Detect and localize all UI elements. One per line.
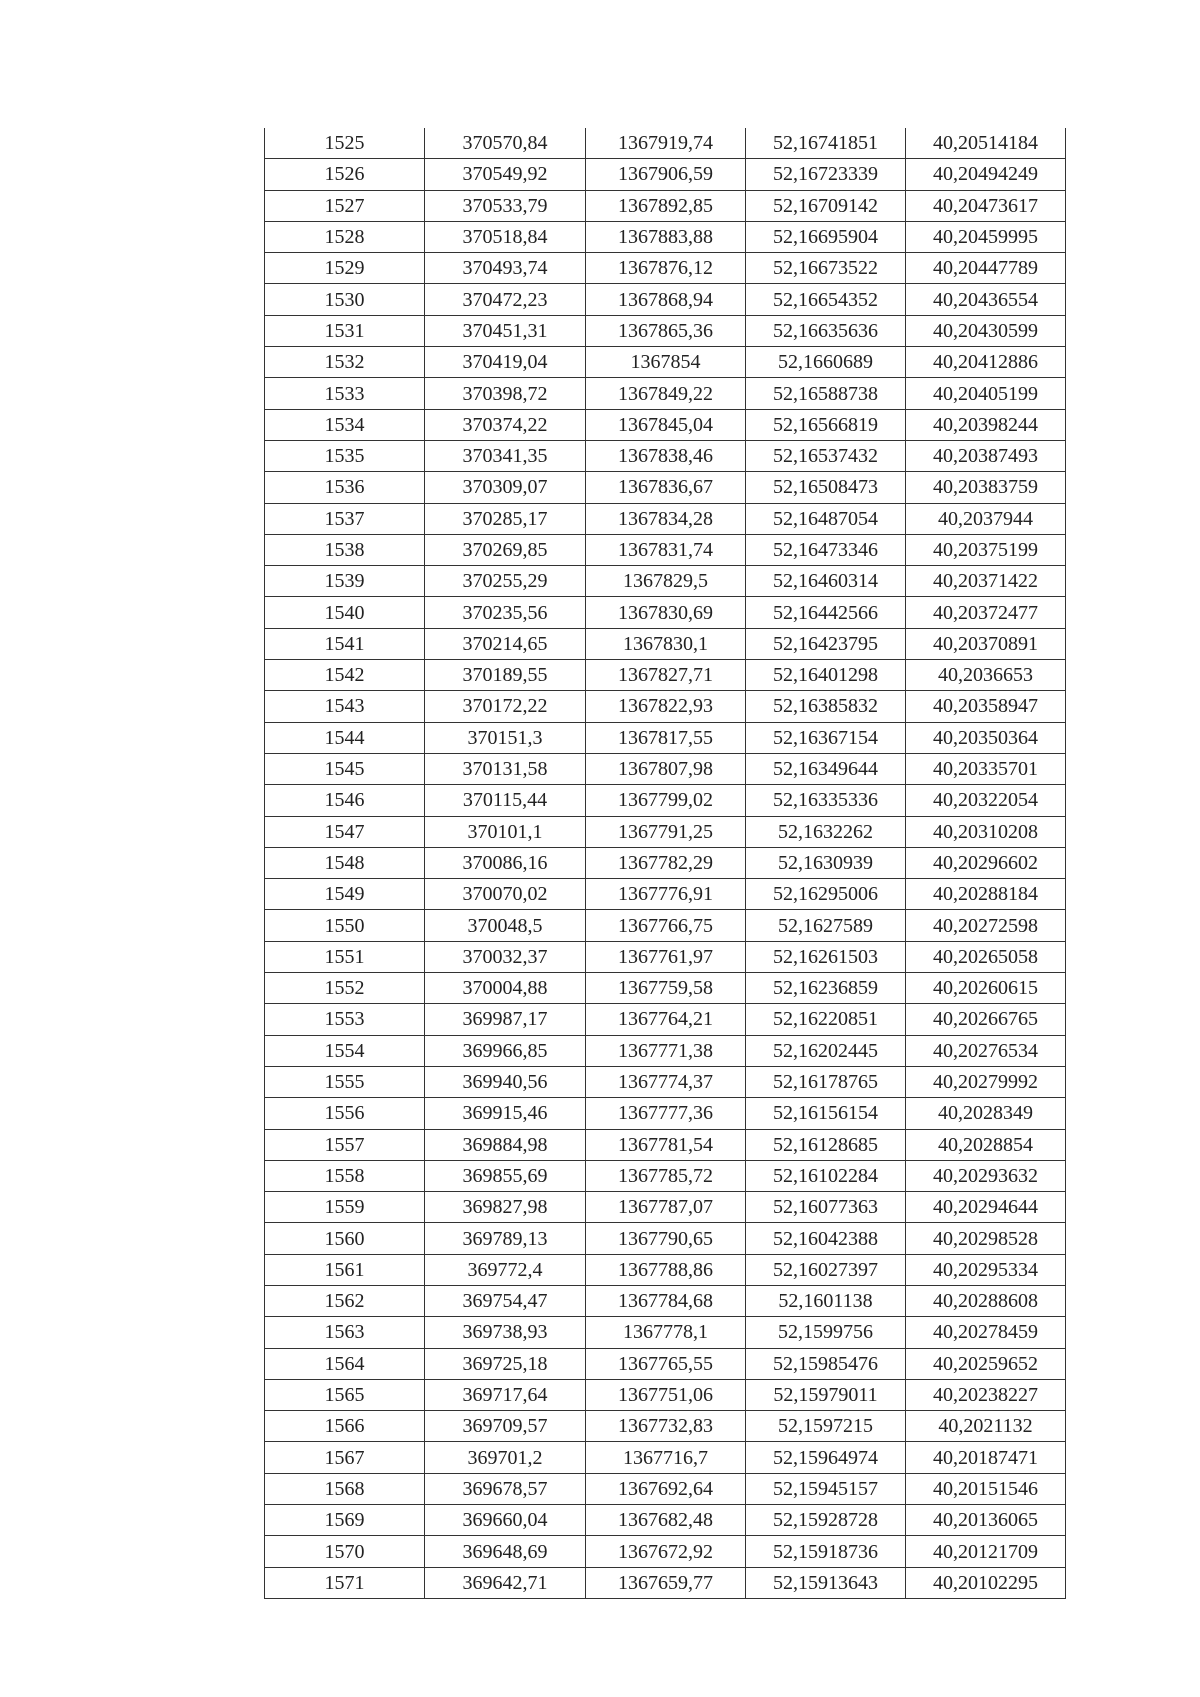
longitude-cell: 40,20494249 [906,159,1066,190]
point-number-cell: 1569 [265,1505,425,1536]
table-row [265,847,1066,878]
y-coordinate-cell: 1367919,74 [586,128,746,159]
longitude-cell: 40,20151546 [906,1473,1066,1504]
x-coordinate-cell: 370235,56 [425,597,586,628]
latitude-cell: 52,16537432 [746,440,906,471]
longitude-cell: 40,20187471 [906,1442,1066,1473]
table-row [265,879,1066,910]
longitude-cell: 40,2021132 [906,1411,1066,1442]
point-number-cell: 1557 [265,1129,425,1160]
y-coordinate-cell: 1367849,22 [586,378,746,409]
point-number-cell: 1527 [265,190,425,221]
y-coordinate-cell: 1367865,36 [586,315,746,346]
longitude-cell: 40,20279992 [906,1066,1066,1097]
y-coordinate-cell: 1367807,98 [586,753,746,784]
x-coordinate-cell: 369678,57 [425,1473,586,1504]
longitude-cell: 40,20278459 [906,1317,1066,1348]
table-row [265,253,1066,284]
x-coordinate-cell: 369940,56 [425,1066,586,1097]
latitude-cell: 52,16723339 [746,159,906,190]
x-coordinate-cell: 369987,17 [425,1004,586,1035]
latitude-cell: 52,15928728 [746,1505,906,1536]
point-number-cell: 1568 [265,1473,425,1504]
table-row [265,597,1066,628]
longitude-cell: 40,20310208 [906,816,1066,847]
point-number-cell: 1551 [265,941,425,972]
point-number-cell: 1545 [265,753,425,784]
point-number-cell: 1541 [265,628,425,659]
y-coordinate-cell: 1367836,67 [586,472,746,503]
y-coordinate-cell: 1367868,94 [586,284,746,315]
table-row [265,1348,1066,1379]
longitude-cell: 40,20136065 [906,1505,1066,1536]
x-coordinate-cell: 370269,85 [425,534,586,565]
latitude-cell: 52,16442566 [746,597,906,628]
table-row [265,1567,1066,1598]
x-coordinate-cell: 369738,93 [425,1317,586,1348]
longitude-cell: 40,2028854 [906,1129,1066,1160]
table-row [265,221,1066,252]
table-row [265,378,1066,409]
x-coordinate-cell: 369701,2 [425,1442,586,1473]
x-coordinate-cell: 370570,84 [425,128,586,159]
point-number-cell: 1547 [265,816,425,847]
y-coordinate-cell: 1367751,06 [586,1379,746,1410]
longitude-cell: 40,2036653 [906,660,1066,691]
longitude-cell: 40,20459995 [906,221,1066,252]
x-coordinate-cell: 369648,69 [425,1536,586,1567]
y-coordinate-cell: 1367787,07 [586,1192,746,1223]
latitude-cell: 52,16367154 [746,722,906,753]
x-coordinate-cell: 370472,23 [425,284,586,315]
latitude-cell: 52,16027397 [746,1254,906,1285]
latitude-cell: 52,16042388 [746,1223,906,1254]
y-coordinate-cell: 1367759,58 [586,973,746,1004]
longitude-cell: 40,20430599 [906,315,1066,346]
x-coordinate-cell: 370533,79 [425,190,586,221]
longitude-cell: 40,20398244 [906,409,1066,440]
longitude-cell: 40,20293632 [906,1160,1066,1191]
y-coordinate-cell: 1367892,85 [586,190,746,221]
table-row [265,534,1066,565]
longitude-cell: 40,2037944 [906,503,1066,534]
table-row [265,503,1066,534]
point-number-cell: 1558 [265,1160,425,1191]
x-coordinate-cell: 370309,07 [425,472,586,503]
x-coordinate-cell: 370374,22 [425,409,586,440]
table-row [265,190,1066,221]
point-number-cell: 1561 [265,1254,425,1285]
y-coordinate-cell: 1367906,59 [586,159,746,190]
table-row [265,409,1066,440]
latitude-cell: 52,1660689 [746,347,906,378]
point-number-cell: 1559 [265,1192,425,1223]
longitude-cell: 40,20405199 [906,378,1066,409]
point-number-cell: 1532 [265,347,425,378]
x-coordinate-cell: 369717,64 [425,1379,586,1410]
table-row [265,1473,1066,1504]
point-number-cell: 1550 [265,910,425,941]
point-number-cell: 1565 [265,1379,425,1410]
latitude-cell: 52,16673522 [746,253,906,284]
table-row [265,1160,1066,1191]
longitude-cell: 40,20447789 [906,253,1066,284]
y-coordinate-cell: 1367771,38 [586,1035,746,1066]
longitude-cell: 40,20383759 [906,472,1066,503]
y-coordinate-cell: 1367777,36 [586,1098,746,1129]
table-row [265,1317,1066,1348]
y-coordinate-cell: 1367776,91 [586,879,746,910]
y-coordinate-cell: 1367761,97 [586,941,746,972]
table-row [265,1035,1066,1066]
latitude-cell: 52,16741851 [746,128,906,159]
x-coordinate-cell: 370341,35 [425,440,586,471]
y-coordinate-cell: 1367822,93 [586,691,746,722]
y-coordinate-cell: 1367830,69 [586,597,746,628]
point-number-cell: 1534 [265,409,425,440]
x-coordinate-cell: 370549,92 [425,159,586,190]
longitude-cell: 40,20294644 [906,1192,1066,1223]
longitude-cell: 40,20121709 [906,1536,1066,1567]
y-coordinate-cell: 1367766,75 [586,910,746,941]
longitude-cell: 40,20276534 [906,1035,1066,1066]
latitude-cell: 52,16423795 [746,628,906,659]
point-number-cell: 1540 [265,597,425,628]
y-coordinate-cell: 1367790,65 [586,1223,746,1254]
latitude-cell: 52,16202445 [746,1035,906,1066]
point-number-cell: 1549 [265,879,425,910]
point-number-cell: 1571 [265,1567,425,1598]
table-row [265,691,1066,722]
longitude-cell: 40,20514184 [906,128,1066,159]
latitude-cell: 52,16401298 [746,660,906,691]
y-coordinate-cell: 1367732,83 [586,1411,746,1442]
table-row [265,628,1066,659]
longitude-cell: 40,2028349 [906,1098,1066,1129]
table-row [265,1066,1066,1097]
x-coordinate-cell: 369855,69 [425,1160,586,1191]
latitude-cell: 52,16295006 [746,879,906,910]
table-row [265,1442,1066,1473]
longitude-cell: 40,20259652 [906,1348,1066,1379]
table-row [265,1098,1066,1129]
latitude-cell: 52,15985476 [746,1348,906,1379]
longitude-cell: 40,20238227 [906,1379,1066,1410]
latitude-cell: 52,1599756 [746,1317,906,1348]
y-coordinate-cell: 1367692,64 [586,1473,746,1504]
latitude-cell: 52,16261503 [746,941,906,972]
point-number-cell: 1544 [265,722,425,753]
y-coordinate-cell: 1367781,54 [586,1129,746,1160]
x-coordinate-cell: 369915,46 [425,1098,586,1129]
latitude-cell: 52,16487054 [746,503,906,534]
longitude-cell: 40,20473617 [906,190,1066,221]
table-row [265,1379,1066,1410]
y-coordinate-cell: 1367817,55 [586,722,746,753]
latitude-cell: 52,16349644 [746,753,906,784]
point-number-cell: 1536 [265,472,425,503]
x-coordinate-cell: 370115,44 [425,785,586,816]
x-coordinate-cell: 370172,22 [425,691,586,722]
point-number-cell: 1560 [265,1223,425,1254]
x-coordinate-cell: 369642,71 [425,1567,586,1598]
latitude-cell: 52,16588738 [746,378,906,409]
longitude-cell: 40,20265058 [906,941,1066,972]
point-number-cell: 1542 [265,660,425,691]
point-number-cell: 1538 [265,534,425,565]
x-coordinate-cell: 370419,04 [425,347,586,378]
table-row [265,284,1066,315]
longitude-cell: 40,20260615 [906,973,1066,1004]
longitude-cell: 40,20295334 [906,1254,1066,1285]
table-row [265,785,1066,816]
point-number-cell: 1530 [265,284,425,315]
table-row [265,1411,1066,1442]
x-coordinate-cell: 369709,57 [425,1411,586,1442]
latitude-cell: 52,16102284 [746,1160,906,1191]
y-coordinate-cell: 1367774,37 [586,1066,746,1097]
point-number-cell: 1533 [265,378,425,409]
coordinates-table-body [265,128,1066,1598]
y-coordinate-cell: 1367834,28 [586,503,746,534]
table-row [265,1223,1066,1254]
longitude-cell: 40,20272598 [906,910,1066,941]
y-coordinate-cell: 1367838,46 [586,440,746,471]
point-number-cell: 1556 [265,1098,425,1129]
point-number-cell: 1543 [265,691,425,722]
point-number-cell: 1562 [265,1285,425,1316]
table-row [265,472,1066,503]
table-row [265,1285,1066,1316]
x-coordinate-cell: 369789,13 [425,1223,586,1254]
table-row [265,1254,1066,1285]
y-coordinate-cell: 1367845,04 [586,409,746,440]
point-number-cell: 1548 [265,847,425,878]
longitude-cell: 40,20358947 [906,691,1066,722]
x-coordinate-cell: 369827,98 [425,1192,586,1223]
latitude-cell: 52,16335336 [746,785,906,816]
x-coordinate-cell: 370101,1 [425,816,586,847]
x-coordinate-cell: 370131,58 [425,753,586,784]
point-number-cell: 1526 [265,159,425,190]
latitude-cell: 52,16236859 [746,973,906,1004]
x-coordinate-cell: 370518,84 [425,221,586,252]
y-coordinate-cell: 1367827,71 [586,660,746,691]
latitude-cell: 52,16635636 [746,315,906,346]
longitude-cell: 40,20322054 [906,785,1066,816]
table-row [265,1505,1066,1536]
longitude-cell: 40,20436554 [906,284,1066,315]
latitude-cell: 52,16385832 [746,691,906,722]
latitude-cell: 52,16460314 [746,566,906,597]
latitude-cell: 52,15964974 [746,1442,906,1473]
coordinates-table [264,128,1066,1599]
table-row [265,973,1066,1004]
latitude-cell: 52,15913643 [746,1567,906,1598]
x-coordinate-cell: 370086,16 [425,847,586,878]
point-number-cell: 1539 [265,566,425,597]
y-coordinate-cell: 1367785,72 [586,1160,746,1191]
latitude-cell: 52,15945157 [746,1473,906,1504]
x-coordinate-cell: 370151,3 [425,722,586,753]
x-coordinate-cell: 370070,02 [425,879,586,910]
y-coordinate-cell: 1367782,29 [586,847,746,878]
x-coordinate-cell: 369772,4 [425,1254,586,1285]
point-number-cell: 1528 [265,221,425,252]
x-coordinate-cell: 369966,85 [425,1035,586,1066]
latitude-cell: 52,16077363 [746,1192,906,1223]
point-number-cell: 1566 [265,1411,425,1442]
x-coordinate-cell: 370004,88 [425,973,586,1004]
y-coordinate-cell: 1367778,1 [586,1317,746,1348]
longitude-cell: 40,20102295 [906,1567,1066,1598]
longitude-cell: 40,20350364 [906,722,1066,753]
longitude-cell: 40,20387493 [906,440,1066,471]
x-coordinate-cell: 370285,17 [425,503,586,534]
point-number-cell: 1529 [265,253,425,284]
table-row [265,1004,1066,1035]
y-coordinate-cell: 1367883,88 [586,221,746,252]
table-row [265,159,1066,190]
table-row [265,660,1066,691]
table-row [265,722,1066,753]
y-coordinate-cell: 1367659,77 [586,1567,746,1598]
x-coordinate-cell: 370398,72 [425,378,586,409]
latitude-cell: 52,16156154 [746,1098,906,1129]
latitude-cell: 52,15918736 [746,1536,906,1567]
table-row [265,753,1066,784]
longitude-cell: 40,20288184 [906,879,1066,910]
point-number-cell: 1563 [265,1317,425,1348]
latitude-cell: 52,15979011 [746,1379,906,1410]
longitude-cell: 40,20370891 [906,628,1066,659]
y-coordinate-cell: 1367854 [586,347,746,378]
point-number-cell: 1552 [265,973,425,1004]
y-coordinate-cell: 1367876,12 [586,253,746,284]
table-row [265,1129,1066,1160]
x-coordinate-cell: 370189,55 [425,660,586,691]
latitude-cell: 52,16709142 [746,190,906,221]
x-coordinate-cell: 369725,18 [425,1348,586,1379]
table-row [265,1536,1066,1567]
y-coordinate-cell: 1367764,21 [586,1004,746,1035]
longitude-cell: 40,20298528 [906,1223,1066,1254]
table-row [265,941,1066,972]
longitude-cell: 40,20412886 [906,347,1066,378]
longitude-cell: 40,20296602 [906,847,1066,878]
x-coordinate-cell: 370493,74 [425,253,586,284]
y-coordinate-cell: 1367682,48 [586,1505,746,1536]
longitude-cell: 40,20372477 [906,597,1066,628]
table-row [265,816,1066,847]
y-coordinate-cell: 1367830,1 [586,628,746,659]
latitude-cell: 52,16654352 [746,284,906,315]
point-number-cell: 1531 [265,315,425,346]
x-coordinate-cell: 370255,29 [425,566,586,597]
y-coordinate-cell: 1367765,55 [586,1348,746,1379]
latitude-cell: 52,16128685 [746,1129,906,1160]
latitude-cell: 52,1630939 [746,847,906,878]
y-coordinate-cell: 1367784,68 [586,1285,746,1316]
longitude-cell: 40,20371422 [906,566,1066,597]
latitude-cell: 52,16566819 [746,409,906,440]
x-coordinate-cell: 370032,37 [425,941,586,972]
latitude-cell: 52,16473346 [746,534,906,565]
longitude-cell: 40,20288608 [906,1285,1066,1316]
table-row [265,315,1066,346]
table-row [265,1192,1066,1223]
point-number-cell: 1553 [265,1004,425,1035]
x-coordinate-cell: 369754,47 [425,1285,586,1316]
x-coordinate-cell: 369660,04 [425,1505,586,1536]
table-row [265,347,1066,378]
table-row [265,128,1066,159]
latitude-cell: 52,16508473 [746,472,906,503]
latitude-cell: 52,16695904 [746,221,906,252]
y-coordinate-cell: 1367672,92 [586,1536,746,1567]
point-number-cell: 1525 [265,128,425,159]
point-number-cell: 1537 [265,503,425,534]
x-coordinate-cell: 370048,5 [425,910,586,941]
y-coordinate-cell: 1367831,74 [586,534,746,565]
longitude-cell: 40,20266765 [906,1004,1066,1035]
y-coordinate-cell: 1367829,5 [586,566,746,597]
latitude-cell: 52,1627589 [746,910,906,941]
latitude-cell: 52,16178765 [746,1066,906,1097]
point-number-cell: 1564 [265,1348,425,1379]
x-coordinate-cell: 370214,65 [425,628,586,659]
point-number-cell: 1567 [265,1442,425,1473]
point-number-cell: 1535 [265,440,425,471]
table-row [265,910,1066,941]
latitude-cell: 52,1597215 [746,1411,906,1442]
latitude-cell: 52,1601138 [746,1285,906,1316]
y-coordinate-cell: 1367716,7 [586,1442,746,1473]
latitude-cell: 52,1632262 [746,816,906,847]
y-coordinate-cell: 1367791,25 [586,816,746,847]
longitude-cell: 40,20375199 [906,534,1066,565]
x-coordinate-cell: 369884,98 [425,1129,586,1160]
point-number-cell: 1570 [265,1536,425,1567]
longitude-cell: 40,20335701 [906,753,1066,784]
table-row [265,440,1066,471]
point-number-cell: 1554 [265,1035,425,1066]
y-coordinate-cell: 1367788,86 [586,1254,746,1285]
x-coordinate-cell: 370451,31 [425,315,586,346]
y-coordinate-cell: 1367799,02 [586,785,746,816]
point-number-cell: 1555 [265,1066,425,1097]
latitude-cell: 52,16220851 [746,1004,906,1035]
table-row [265,566,1066,597]
point-number-cell: 1546 [265,785,425,816]
